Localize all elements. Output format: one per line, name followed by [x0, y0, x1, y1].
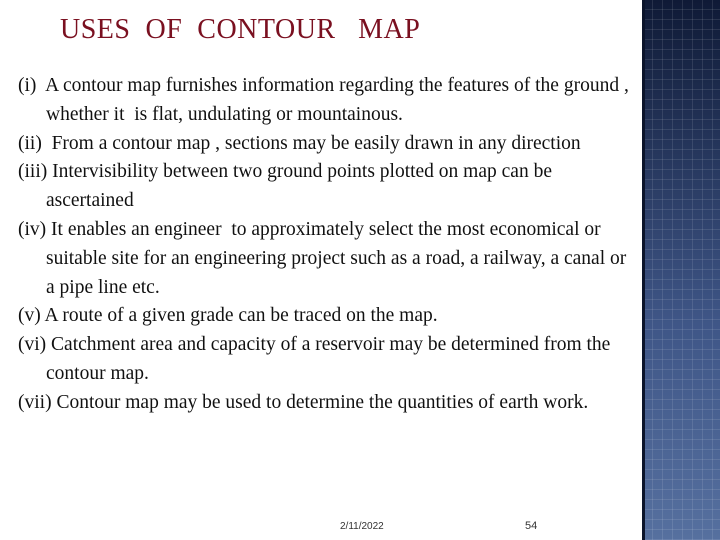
- list-item: (ii) From a contour map , sections may be easily drawn in any direction: [18, 132, 581, 154]
- decorative-side-panel: [642, 0, 720, 540]
- list-item: (iii) Intervisibility between two ground points plotted on map can be ascertained: [18, 161, 557, 212]
- page-number: 54: [525, 520, 538, 532]
- list-item: (i) A contour map furnishes information regarding the features of the ground , whether it is flat, undulating or mountainous.: [18, 75, 634, 125]
- list-item: (iv) It enables an engineer to approximately select the most economical or suitable site for an engineering project such as a road, a railway, a canal or a pipe line etc.: [18, 218, 632, 298]
- uses-list: [18, 72, 638, 418]
- list-item: (v) A route of a given grade can be traced on the map.: [18, 305, 438, 327]
- list-item: (vi) Catchment area and capacity of a reservoir may be determined from the contour map.: [18, 334, 616, 384]
- list-item: (vii) Contour map may be used to determine the quantities of earth work.: [18, 391, 589, 413]
- slide-title: USES OF CONTOUR MAP: [60, 14, 421, 45]
- footer-date: 2/11/2022: [340, 521, 384, 532]
